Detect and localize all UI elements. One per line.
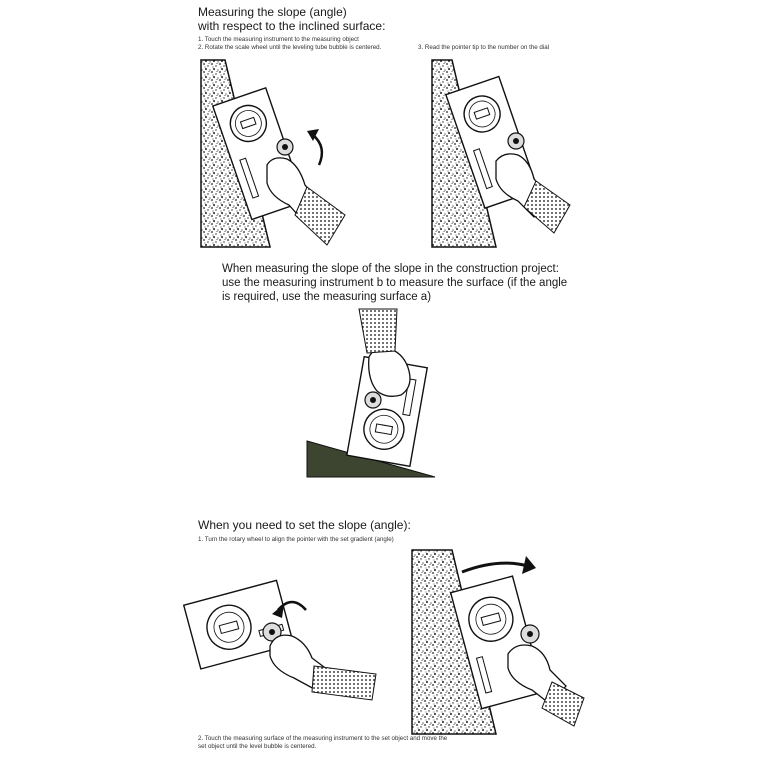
illustration-set-object-level xyxy=(408,548,586,738)
section3-title: When you need to set the slope (angle): xyxy=(198,518,411,532)
section3-step2-line1: 2. Touch the measuring surface of the measuring instrument to the set object and move the xyxy=(198,735,448,742)
dial-wheel-icon xyxy=(365,392,381,408)
section3-step1: 1. Turn the rotary wheel to align the pointer with the set gradient (angle) xyxy=(198,536,394,543)
section1-title-line1: Measuring the slope (angle) xyxy=(198,5,347,19)
section2-line1: When measuring the slope of the slope in the construction project: xyxy=(222,263,559,275)
dial-wheel-icon xyxy=(521,625,539,643)
hand-icon xyxy=(496,154,570,233)
illustration-read-pointer xyxy=(422,55,572,255)
section1-step1: 1. Touch the measuring instrument to the measuring object xyxy=(198,36,359,43)
section2-line3: is required, use the measuring surface a) xyxy=(222,291,432,303)
illustration-measure-rotate xyxy=(195,55,355,255)
rotate-arrow-icon xyxy=(307,129,322,165)
section1-step2: 2. Rotate the scale wheel until the leveling tube bubble is centered. xyxy=(198,44,382,51)
hand-icon xyxy=(270,635,376,700)
dial-wheel-icon xyxy=(277,139,293,155)
illustration-set-angle-wheel xyxy=(188,570,378,715)
section2-line2: use the measuring instrument b to measure the surface (if the angle xyxy=(222,277,568,289)
rotate-arrow-icon xyxy=(462,556,536,574)
section3-step2-line2: set object until the level bubble is centered. xyxy=(198,743,317,750)
section1-title-line2: with respect to the inclined surface: xyxy=(198,19,386,33)
section1-step3: 3. Read the pointer tip to the number on the dial xyxy=(418,44,550,51)
dial-wheel-icon xyxy=(508,133,524,149)
illustration-slope-construction xyxy=(305,305,440,480)
